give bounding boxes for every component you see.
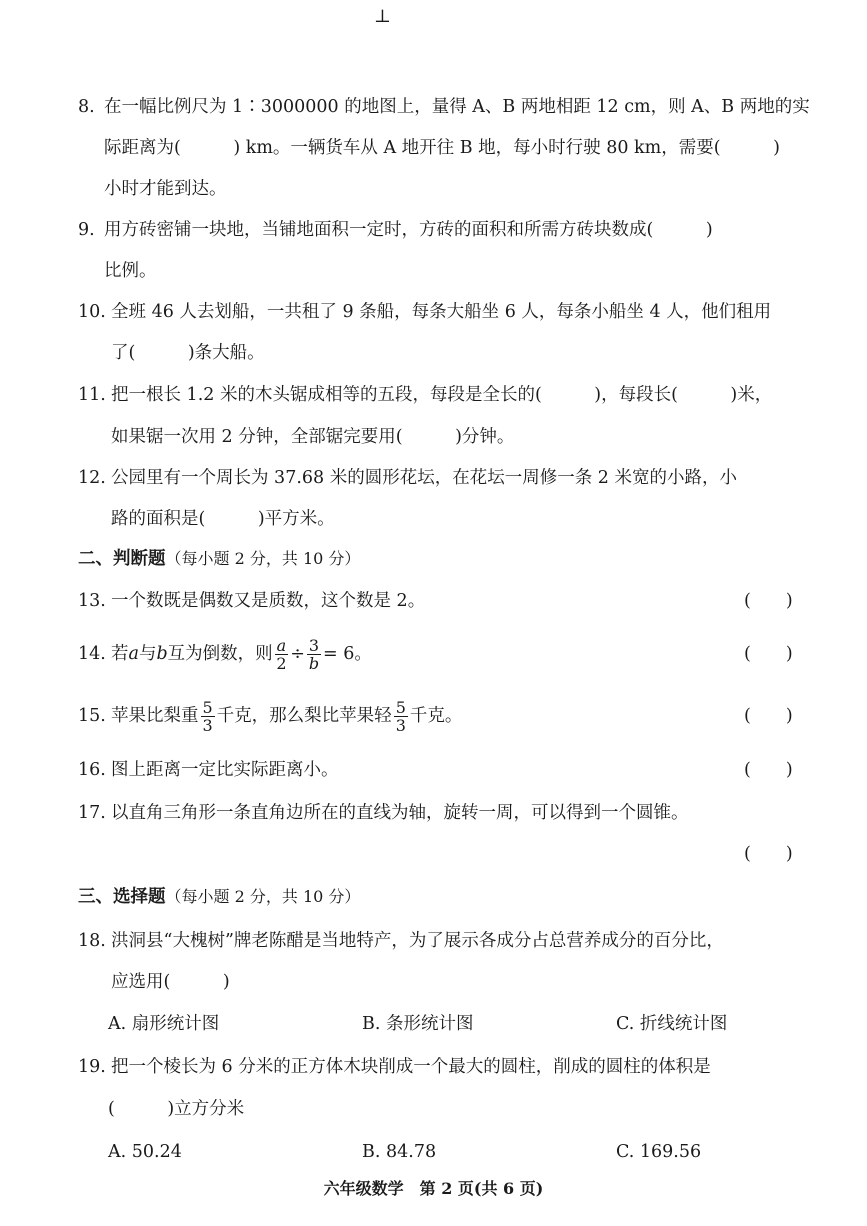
variable-a: a xyxy=(128,644,139,664)
question-text: 全班 46 人去划船，一共租了 9 条船，每条大船坐 6 人，每条小船坐 4 人，他们租用 xyxy=(111,302,772,322)
text-segment: 互为倒数，则 xyxy=(167,644,273,664)
top-mark: ⊥ xyxy=(374,6,391,27)
option-b[interactable]: B. 84.78 xyxy=(362,1142,437,1162)
answer-bracket[interactable]: ( ) xyxy=(744,591,793,611)
section-title: 二、判断题 xyxy=(78,549,166,569)
text-segment: = 6。 xyxy=(323,644,372,664)
question-number: 8. xyxy=(78,97,95,117)
text-segment: 与 xyxy=(138,644,157,664)
section-note: （每小题 2 分，共 10 分） xyxy=(165,549,361,568)
question-text: 以直角三角形一条直角边所在的直线为轴，旋转一周，可以得到一个圆锥。 xyxy=(111,803,689,823)
question-text: 在一幅比例尺为 1∶3000000 的地图上，量得 A、B 两地相距 12 cm，则 A、B 两地的实 xyxy=(104,97,810,117)
question-text: 一个数既是偶数又是质数，这个数是 2。 xyxy=(111,591,426,611)
question-text: 路的面积是( )平方米。 xyxy=(111,509,335,529)
answer-bracket[interactable]: ( ) xyxy=(744,644,793,664)
question-text: 公园里有一个周长为 37.68 米的圆形花坛，在花坛一周修一条 2 米宽的小路，小 xyxy=(111,468,737,488)
option-a[interactable]: A. 50.24 xyxy=(108,1142,182,1162)
text-segment: 苹果比梨重 xyxy=(111,706,199,726)
option-c[interactable]: C. 折线统计图 xyxy=(616,1014,728,1034)
question-text xyxy=(111,692,462,740)
question-number: 9. xyxy=(78,220,95,240)
section-heading xyxy=(78,548,360,570)
question-number: 18. xyxy=(78,931,106,951)
answer-bracket[interactable]: ( ) xyxy=(744,760,793,780)
section-title: 三、选择题 xyxy=(78,887,166,907)
denominator: b xyxy=(308,654,320,673)
question-text: 把一个棱长为 6 分米的正方体木块削成一个最大的圆柱，削成的圆柱的体积是 xyxy=(111,1057,711,1077)
question-text: 小时才能到达。 xyxy=(104,179,227,199)
question-number: 12. xyxy=(78,468,106,488)
option-b[interactable]: B. 条形统计图 xyxy=(362,1014,474,1034)
numerator: a xyxy=(276,636,287,655)
question-number: 17. xyxy=(78,803,106,823)
answer-bracket[interactable]: ( ) xyxy=(744,706,793,726)
question-text: 了( )条大船。 xyxy=(111,343,265,363)
numerator: 5 xyxy=(395,698,406,717)
numerator: 3 xyxy=(308,636,320,655)
question-text: 应选用( ) xyxy=(111,972,230,992)
question-number: 19. xyxy=(78,1057,106,1077)
fraction xyxy=(307,637,321,672)
section-heading xyxy=(78,886,360,908)
denominator: 2 xyxy=(276,654,287,673)
answer-bracket[interactable]: ( ) xyxy=(744,844,793,864)
numerator: 5 xyxy=(202,698,213,717)
denominator: 3 xyxy=(395,716,406,735)
question-number: 14. xyxy=(78,644,106,664)
option-c[interactable]: C. 169.56 xyxy=(616,1142,702,1162)
section-note: （每小题 2 分，共 10 分） xyxy=(165,887,361,906)
question-text: 如果锯一次用 2 分钟，全部锯完要用( )分钟。 xyxy=(111,427,515,447)
question-text: 际距离为( ) km。一辆货车从 A 地开往 B 地，每小时行驶 80 km，需要( ) xyxy=(104,138,780,158)
question-number: 16. xyxy=(78,760,106,780)
text-segment: 千克。 xyxy=(409,706,463,726)
question-text: 用方砖密铺一块地，当铺地面积一定时，方砖的面积和所需方砖块数成( ) xyxy=(104,220,713,240)
question-text: 洪洞县“大槐树”牌老陈醋是当地特产，为了展示各成分占总营养成分的百分比， xyxy=(111,931,724,951)
fraction xyxy=(201,699,215,734)
question-text: 把一根长 1.2 米的木头锯成相等的五段，每段是全长的( )，每段长( )米， xyxy=(111,385,773,405)
denominator: 3 xyxy=(202,716,213,735)
question-text xyxy=(111,630,372,678)
variable-b: b xyxy=(156,644,168,664)
question-text: 图上距离一定比实际距离小。 xyxy=(111,760,339,780)
fraction xyxy=(394,699,408,734)
fraction xyxy=(275,637,289,672)
divide-sign: ÷ xyxy=(290,644,305,664)
question-number: 11. xyxy=(78,385,106,405)
question-number: 15. xyxy=(78,706,106,726)
question-number: 10. xyxy=(78,302,106,322)
question-text: ( )立方分米 xyxy=(108,1099,245,1119)
text-segment: 若 xyxy=(111,644,129,664)
question-number: 13. xyxy=(78,591,106,611)
question-text: 比例。 xyxy=(104,261,157,281)
option-a[interactable]: A. 扇形统计图 xyxy=(108,1014,220,1034)
text-segment: 千克，那么梨比苹果轻 xyxy=(216,706,392,726)
page-footer: 六年级数学 第 2 页(共 6 页) xyxy=(323,1179,544,1198)
